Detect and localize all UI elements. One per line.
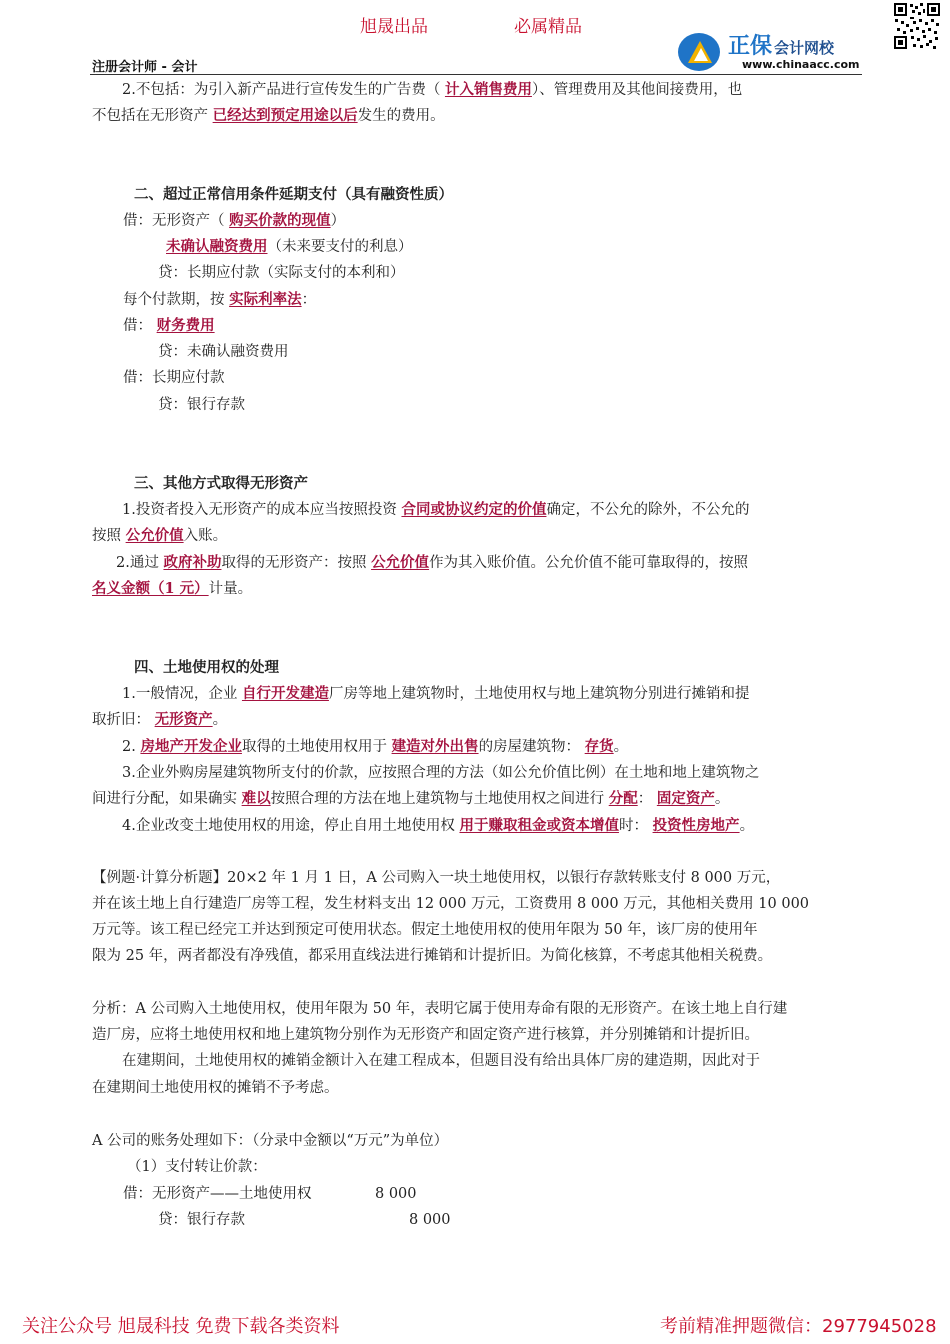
highlight-term: 合同或协议约定的价值 xyxy=(401,501,547,518)
paragraph-line: 1.投资者投入无形资产的成本应当按照投资 合同或协议约定的价值确定，不公允的除外，不公允的 xyxy=(122,501,750,518)
credit-amount: 8 000 xyxy=(409,1212,451,1228)
highlight-term: 房地产开发企业 xyxy=(140,738,242,755)
highlight-term: 已经达到预定用途以后 xyxy=(212,107,358,124)
highlight-term: 分配 xyxy=(608,790,638,807)
journal-line: 贷：长期应付款（实际支付的本利和） xyxy=(158,265,405,281)
logo-brand-sub: 会计网校 xyxy=(774,39,835,57)
paragraph-line: 名义金额（1 元）计量。 xyxy=(92,580,253,597)
paragraph-line: 1.一般情况，企业 自行开发建造厂房等地上建筑物时，土地使用权与地上建筑物分别进行摊销和提 xyxy=(122,685,750,702)
banner-left-text: 旭晟出品 xyxy=(360,17,428,37)
paragraph-line: 取折旧： 无形资产。 xyxy=(92,711,228,728)
debit-entry: 借：无形资产——土地使用权 xyxy=(123,1186,312,1202)
highlight-term: 用于赚取租金或资本增值 xyxy=(459,817,619,834)
highlight-term: 名义金额（1 元） xyxy=(92,580,209,597)
s1-p2-line2: 不包括在无形资产 已经达到预定用途以后发生的费用。 xyxy=(92,107,445,124)
highlight-term: 无形资产 xyxy=(154,711,213,728)
highlight-term: 政府补助 xyxy=(163,554,222,571)
journal-line: 贷：银行存款 xyxy=(158,397,245,413)
highlight-term: 固定资产 xyxy=(656,790,715,807)
journal-line: 借：长期应付款 xyxy=(123,370,225,386)
example-line: 限为 25 年，两者都没有净残值，都采用直线法进行摊销和计提折旧。为简化核算，不考虑其他相关税费。 xyxy=(92,948,773,964)
paragraph-line: 2. 房地产开发企业取得的土地使用权用于 建造对外出售的房屋建筑物： 存货。 xyxy=(122,738,629,755)
analysis-line: 造厂房，应将土地使用权和地上建筑物分别作为无形资产和固定资产进行核算，并分别摊销和计提折旧。 xyxy=(92,1027,759,1043)
qr-code-icon xyxy=(893,2,941,50)
paragraph-line: 按照 公允价值入账。 xyxy=(92,527,228,544)
chinaacc-logo[interactable] xyxy=(676,27,866,73)
journal-line: 借：无形资产（ 购买价款的现值） xyxy=(123,212,346,229)
s1-p2-line1: 2.不包括：为引入新产品进行宣传发生的广告费（ 计入销售费用）、管理费用及其他间接费用，也 xyxy=(122,81,743,98)
highlight-term: 购买价款的现值 xyxy=(229,212,331,229)
highlight-term: 自行开发建造 xyxy=(241,685,329,702)
analysis-line: 在建期间，土地使用权的摊销金额计入在建工程成本，但题目没有给出具体厂房的建造期，因此对于 xyxy=(122,1053,760,1069)
highlight-term: 建造对外出售 xyxy=(391,738,479,755)
accounting-intro: A 公司的账务处理如下：（分录中金额以“万元”为单位） xyxy=(92,1133,449,1149)
highlight-term: 实际利率法 xyxy=(229,291,302,308)
example-line: 万元等。该工程已经完工并达到预定可使用状态。假定土地使用权的使用年限为 50 年，该厂房的使用年 xyxy=(92,922,758,938)
paragraph-line: 3.企业外购房屋建筑物所支付的价款，应按照合理的方法（如公允价值比例）在土地和地上建筑物之 xyxy=(122,765,760,781)
example-line: 【例题·计算分析题】20×2 年 1 月 1 日，A 公司购入一块土地使用权，以银行存款转账支付 8 000 万元， xyxy=(92,870,781,886)
paragraph-line: 4.企业改变土地使用权的用途，停止自用土地使用权 用于赚取租金或资本增值时： 投资性房地产。 xyxy=(122,817,755,834)
section-heading: 二、超过正常信用条件延期支付（具有融资性质） xyxy=(134,187,453,203)
header-title: 注册会计师 - 会计 xyxy=(92,60,198,75)
highlight-term: 未确认融资费用 xyxy=(166,238,268,255)
highlight-term: 存货 xyxy=(584,738,614,755)
journal-line: 借： 财务费用 xyxy=(123,317,215,334)
example-line: 并在该土地上自行建造厂房等工程，发生材料支出 12 000 万元，工资费用 8 000 万元，其他相关费用 10 000 xyxy=(92,896,810,912)
section-heading: 三、其他方式取得无形资产 xyxy=(134,476,308,492)
highlight-term: 公允价值 xyxy=(125,527,184,544)
highlight-term: 计入销售费用 xyxy=(444,81,532,98)
journal-line: 贷：未确认融资费用 xyxy=(158,344,289,360)
footer-right-text: 考前精准押题微信：2977945028 xyxy=(660,1316,937,1337)
section-heading: 四、土地使用权的处理 xyxy=(134,660,279,676)
journal-line: 每个付款期，按 实际利率法： xyxy=(123,291,317,308)
highlight-term: 投资性房地产 xyxy=(652,817,740,834)
credit-entry: 贷：银行存款 xyxy=(158,1212,245,1228)
analysis-line: 在建期间土地使用权的摊销不予考虑。 xyxy=(92,1080,339,1096)
logo-brand: 正保 xyxy=(728,34,773,59)
logo-url: www.chinaacc.com xyxy=(742,58,860,71)
footer-left-text: 关注公众号 旭晟科技 免费下载各类资料 xyxy=(22,1316,340,1337)
highlight-term: 财务费用 xyxy=(156,317,215,334)
debit-amount: 8 000 xyxy=(375,1186,417,1202)
analysis-line: 分析：A 公司购入土地使用权，使用年限为 50 年，表明它属于使用寿命有限的无形资产。在该土地上自行建 xyxy=(92,1001,788,1017)
highlight-term: 公允价值 xyxy=(371,554,430,571)
logo-emblem-icon xyxy=(678,33,720,71)
banner-right-text: 必属精品 xyxy=(514,17,582,37)
paragraph-line: 2.通过 政府补助取得的无形资产：按照 公允价值作为其入账价值。公允价值不能可靠取得的，按照 xyxy=(116,554,749,571)
paragraph-line: 间进行分配，如果确实 难以按照合理的方法在地上建筑物与土地使用权之间进行 分配： 固定资产。 xyxy=(92,790,730,807)
highlight-term: 难以 xyxy=(241,790,271,807)
journal-line: 未确认融资费用（未来要支付的利息） xyxy=(166,238,413,255)
header-divider xyxy=(90,74,862,75)
accounting-step: （1）支付转让价款： xyxy=(127,1159,267,1175)
